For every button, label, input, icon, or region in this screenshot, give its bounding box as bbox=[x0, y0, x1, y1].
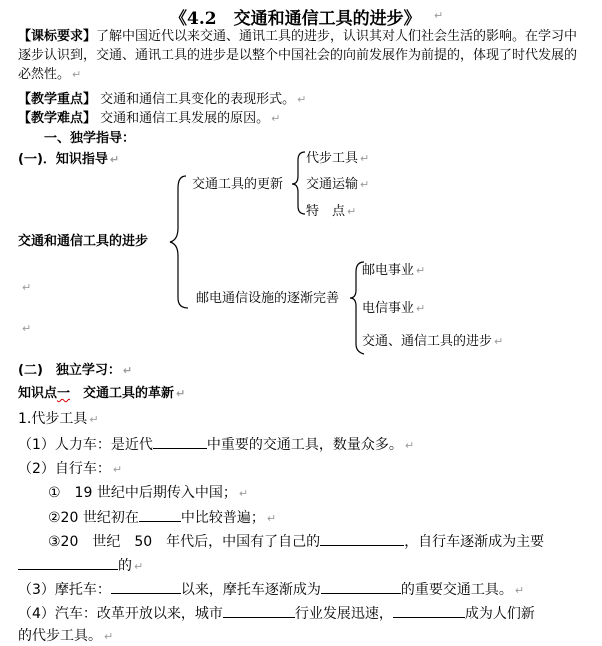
mindmap-leaf: 电信事业 ↵ bbox=[362, 301, 426, 316]
fill-blank[interactable] bbox=[18, 556, 118, 570]
question-bicycle-3: ③20 世纪 50 年代后，中国有了自己的 ，自行车逐渐成为主要 bbox=[48, 534, 545, 550]
fill-blank[interactable] bbox=[139, 508, 181, 522]
item-walking-tools: 1.代步工具 ↵ bbox=[18, 411, 99, 427]
key-point-text: 交通和通信工具变化的表现形式。 bbox=[100, 92, 296, 107]
return-mark: ↵ bbox=[104, 630, 114, 643]
question-car-cont: 的代步工具。 ↵ bbox=[18, 628, 114, 644]
return-mark: ↵ bbox=[109, 153, 120, 166]
key-point-label: 【教学重点】 bbox=[18, 92, 97, 107]
knowledge-point-heading: 知识点一 交通工具的革新 ↵ bbox=[18, 386, 186, 401]
return-mark: ↵ bbox=[434, 9, 444, 22]
return-mark: ↵ bbox=[347, 205, 357, 218]
question-bicycle: （2）自行车： ↵ bbox=[18, 461, 123, 477]
return-mark: ↵ bbox=[238, 487, 249, 500]
question-rickshaw: （1）人力车：是近代 中重要的交通工具，数量众多。 ↵ bbox=[18, 437, 415, 453]
return-mark: ↵ bbox=[134, 560, 144, 573]
mindmap-leaf: 邮电事业 ↵ bbox=[362, 263, 426, 278]
return-mark: ↵ bbox=[22, 322, 32, 335]
fill-blank[interactable] bbox=[393, 604, 465, 618]
return-mark: ↵ bbox=[176, 387, 186, 400]
knowledge-guide-heading: (一)．知识指导 ↵ bbox=[18, 152, 120, 167]
question-car: （4）汽车：改革开放以来，城市 行业发展迅速， 成为人们新 bbox=[18, 606, 535, 622]
mindmap-branch-transport: 交通工具的更新 bbox=[192, 177, 284, 192]
question-bicycle-3-cont: 的 ↵ bbox=[18, 556, 143, 576]
return-mark: ↵ bbox=[266, 512, 277, 525]
return-mark: ↵ bbox=[514, 584, 525, 597]
difficulty-label: 【教学难点】 bbox=[18, 111, 97, 126]
question-bicycle-1: ① 19 世纪中后期传入中国； ↵ bbox=[48, 485, 249, 501]
fill-blank[interactable] bbox=[223, 604, 295, 618]
fill-blank[interactable] bbox=[111, 580, 181, 594]
curriculum-label: 【课标要求】 bbox=[18, 29, 97, 44]
curriculum-text: 了解中国近代以来交通、通讯工具的进步，认识其对人们社会生活的影响。在学习中逐步认识到，交通、通讯工具的进步是以整个中国社会的向前发展作为前提的，体现了时代发展的必然性。 bbox=[18, 29, 578, 82]
mindmap-leaf: 交通、通信工具的进步 ↵ bbox=[362, 334, 504, 349]
fill-blank[interactable] bbox=[321, 580, 401, 594]
mindmap-leaf: 交通运输 ↵ bbox=[306, 177, 370, 192]
question-bicycle-2: ②20 世纪初在 中比较普遍； ↵ bbox=[48, 510, 277, 526]
return-mark: ↵ bbox=[360, 178, 370, 191]
return-mark: ↵ bbox=[72, 68, 82, 81]
fill-blank[interactable] bbox=[153, 435, 207, 449]
return-mark: ↵ bbox=[112, 463, 123, 476]
return-mark: ↵ bbox=[494, 335, 504, 348]
question-motorcycle: （3）摩托车： 以来，摩托车逐渐成为 的重要交通工具。 ↵ bbox=[18, 582, 525, 598]
return-mark: ↵ bbox=[271, 112, 281, 125]
mindmap-leaf: 代步工具 ↵ bbox=[306, 151, 370, 166]
section-one-heading: 一、独学指导： bbox=[44, 131, 136, 146]
root-brace bbox=[170, 176, 188, 308]
page-title: 《4.2 交通和通信工具的进步》 bbox=[170, 9, 421, 29]
return-mark: ↵ bbox=[89, 413, 99, 426]
independent-study-heading: (二) 独立学习： ↵ bbox=[18, 363, 133, 378]
return-mark: ↵ bbox=[416, 302, 426, 315]
fill-blank[interactable] bbox=[320, 532, 404, 546]
mindmap-root: 交通和通信工具的进步 bbox=[18, 234, 149, 249]
mindmap-branch-communication: 邮电通信设施的逐渐完善 bbox=[196, 291, 340, 306]
return-mark: ↵ bbox=[416, 264, 426, 277]
branch1-brace bbox=[292, 152, 305, 214]
return-mark: ↵ bbox=[122, 364, 133, 377]
return-mark: ↵ bbox=[360, 152, 370, 165]
mindmap-leaf: 特 点 ↵ bbox=[306, 204, 357, 219]
difficulty-text: 交通和通信工具发展的原因。 bbox=[100, 111, 270, 126]
return-mark: ↵ bbox=[22, 281, 32, 294]
return-mark: ↵ bbox=[404, 439, 415, 452]
return-mark: ↵ bbox=[297, 93, 307, 106]
